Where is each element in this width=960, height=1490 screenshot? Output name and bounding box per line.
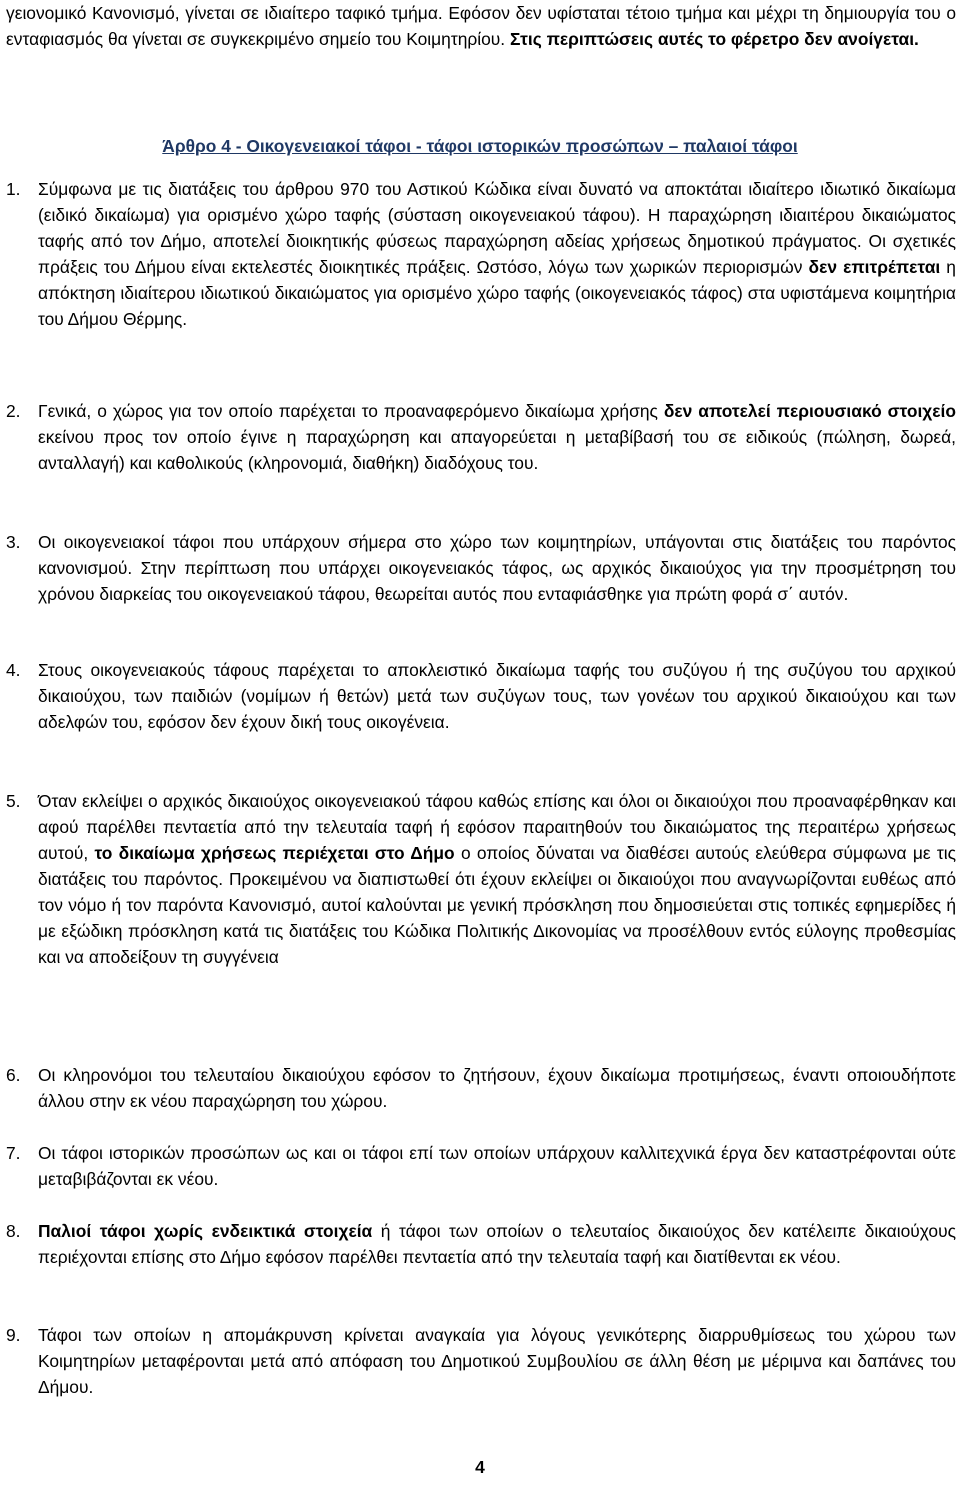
item-number: 8. [6,1221,21,1241]
item-bold-text: δεν αποτελεί περιουσιακό στοιχείο [663,401,956,421]
list-item [6,1140,956,1192]
list-item [6,176,956,332]
item-text: Στους οικογενειακούς τάφους παρέχεται το αποκλειστικό δικαίωμα ταφής του συζύγου ή της συζύγου του αρχικού δικαιούχου, των παιδιών (νομίμων ή θετών) μετά των συζύγων τους, των γονέων του αρχικού δικαιούχου και των αδελφών του, εφόσον δεν έχουν δική τους οικογένεια. [38,660,956,732]
item-number: 1. [6,179,21,199]
intro-paragraph [6,0,956,52]
item-number: 7. [6,1143,21,1163]
item-text: Τάφοι των οποίων η απομάκρυνση κρίνεται αναγκαία για λόγους γενικότερης διαρρυθμίσεως του χώρου των Κοιμητηρίων μεταφέρονται μετά από απόφαση του Δημοτικού Συμβουλίου σε άλλη θέση με μέριμνα και δαπάνες του Δήμου. [38,1325,956,1397]
item-text: Σύμφωνα με τις διατάξεις του άρθρου 970 του Αστικού Κώδικα είναι δυνατό να αποκτάται ιδιαίτερο ιδιωτικό δικαίωμα (ειδικό δικαίωμα) για ορισμένο χώρο ταφής (σύσταση οικογενειακού τάφου). Η παραχώρηση ιδιαιτέρου δικαιώματος ταφής από τον Δήμο, αποτελεί διοικητικής φύσεως παραχώρηση αδείας χρήσεως δημοτικού πράγματος. Οι σχετικές πράξεις του Δήμου είναι εκτελεστές διοικητικές πράξεις. Ωστόσο, λόγω των χωρικών περιορισμών [38,179,956,277]
item-bold-text: το δικαίωμα χρήσεως περιέχεται στο Δήμο [94,843,455,863]
item-text-continued: ή τάφοι των οποίων ο τελευταίος δικαιούχος δεν κατέλειπε δικαιούχους περιέχονται επίσης στο Δήμο εφόσον παρέλθει πενταετία από την τελευταία ταφή και διατίθενται εκ νέου. [38,1221,956,1267]
item-number: 5. [6,791,21,811]
page-number: 4 [475,1457,485,1477]
item-text-continued: ο οποίος δύναται να διαθέσει αυτούς ελεύθερα σύμφωνα με τις διατάξεις του παρόντος. Προκειμένου να διαπιστωθεί ότι έχουν εκλείψει οι δικαιούχοι που αναγνωρίζονται ευθέως από τον νόμο ή τον παρόντα Κανονισμό, αυτοί καλούνται με γενική πρόσκληση που δημοσιεύεται στις τοπικές εφημερίδες ή με εξώδικη πρόσκληση κατά τις διατάξεις του Κώδικα Πολιτικής Δικονομίας να προσέλθουν εντός εύλογης προθεσμίας και να αποδείξουν τη συγγένεια [38,843,957,967]
item-text: Οι τάφοι ιστορικών προσώπων ως και οι τάφοι επί των οποίων υπάρχουν καλλιτεχνικά έργα δεν καταστρέφονται ούτε μεταβιβάζονται εκ νέου. [38,1143,956,1189]
list-item [6,529,956,607]
item-number: 9. [6,1325,21,1345]
item-text: Όταν εκλείψει ο αρχικός δικαιούχος οικογενειακού τάφου καθώς επίσης και όλοι οι δικαιούχοι που προαναφέρθηκαν και αφού παρέλθει πενταετία από την τελευταία ταφή ή εφόσον παραιτηθούν του δικαιώματος της περαιτέρω χρήσεως αυτού, [38,791,956,863]
item-bold-text: δεν επιτρέπεται [808,257,941,277]
item-number: 3. [6,532,21,552]
item-number: 6. [6,1065,21,1085]
item-text-continued: εκείνου προς τον οποίο έγινε η παραχώρηση και απαγορεύεται η μεταβίβασή του σε ειδικούς (πώληση, δωρεά, ανταλλαγή) και καθολικούς (κληρονομιά, διαθήκη) διαδόχους του. [38,427,956,473]
article-heading: Άρθρο 4 - Οικογενειακοί τάφοι - τάφοι ιστορικών προσώπων – παλαιοί τάφοι [162,136,798,156]
item-text: Γενικά, ο χώρος για τον οποίο παρέχεται το προαναφερόμενο δικαίωμα χρήσης [38,401,664,421]
item-text-continued: η απόκτηση ιδιαίτερου ιδιωτικού δικαιώματος για ορισμένο χώρο ταφής (οικογενειακός τάφος) στα υφιστάμενα κοιμητήρια του Δήμου Θέρμης. [38,257,956,329]
list-item [6,398,956,476]
item-number: 2. [6,401,21,421]
list-item [6,1062,956,1114]
intro-bold-text: Στις περιπτώσεις αυτές το φέρετρο δεν ανοίγεται. [509,29,919,49]
intro-text: γειονομικό Κανονισμό, γίνεται σε ιδιαίτερο ταφικό τμήμα. Εφόσον δεν υφίσταται τέτοιο τμήμα και μέχρι τη δημιουργία του ο ενταφιασμός θα γίνεται σε συγκεκριμένο σημείο του Κοιμητηρίου. [6,3,956,49]
item-text: Οι οικογενειακοί τάφοι που υπάρχουν σήμερα στο χώρο των κοιμητηρίων, υπάγονται στις διατάξεις του παρόντος κανονισμού. Στην περίπτωση που υπάρχει οικογενειακός τάφος, ως αρχικός δικαιούχος για την προσμέτρηση του χρόνου διαρκείας του οικογενειακού τάφου, θεωρείται αυτός που ενταφιάσθηκε για πρώτη φορά σ΄ αυτόν. [38,532,956,604]
item-number: 4. [6,660,21,680]
item-text: Οι κληρονόμοι του τελευταίου δικαιούχου εφόσον το ζητήσουν, έχουν δικαίωμα προτιμήσεως, έναντι οποιουδήποτε άλλου στην εκ νέου παραχώρηση του χώρου. [38,1065,956,1111]
list-item [6,657,956,735]
list-item [6,1218,956,1270]
list-item [6,788,956,970]
list-item [6,1322,956,1400]
item-bold-text: Παλιοί τάφοι χωρίς ενδεικτικά στοιχεία [38,1221,373,1241]
